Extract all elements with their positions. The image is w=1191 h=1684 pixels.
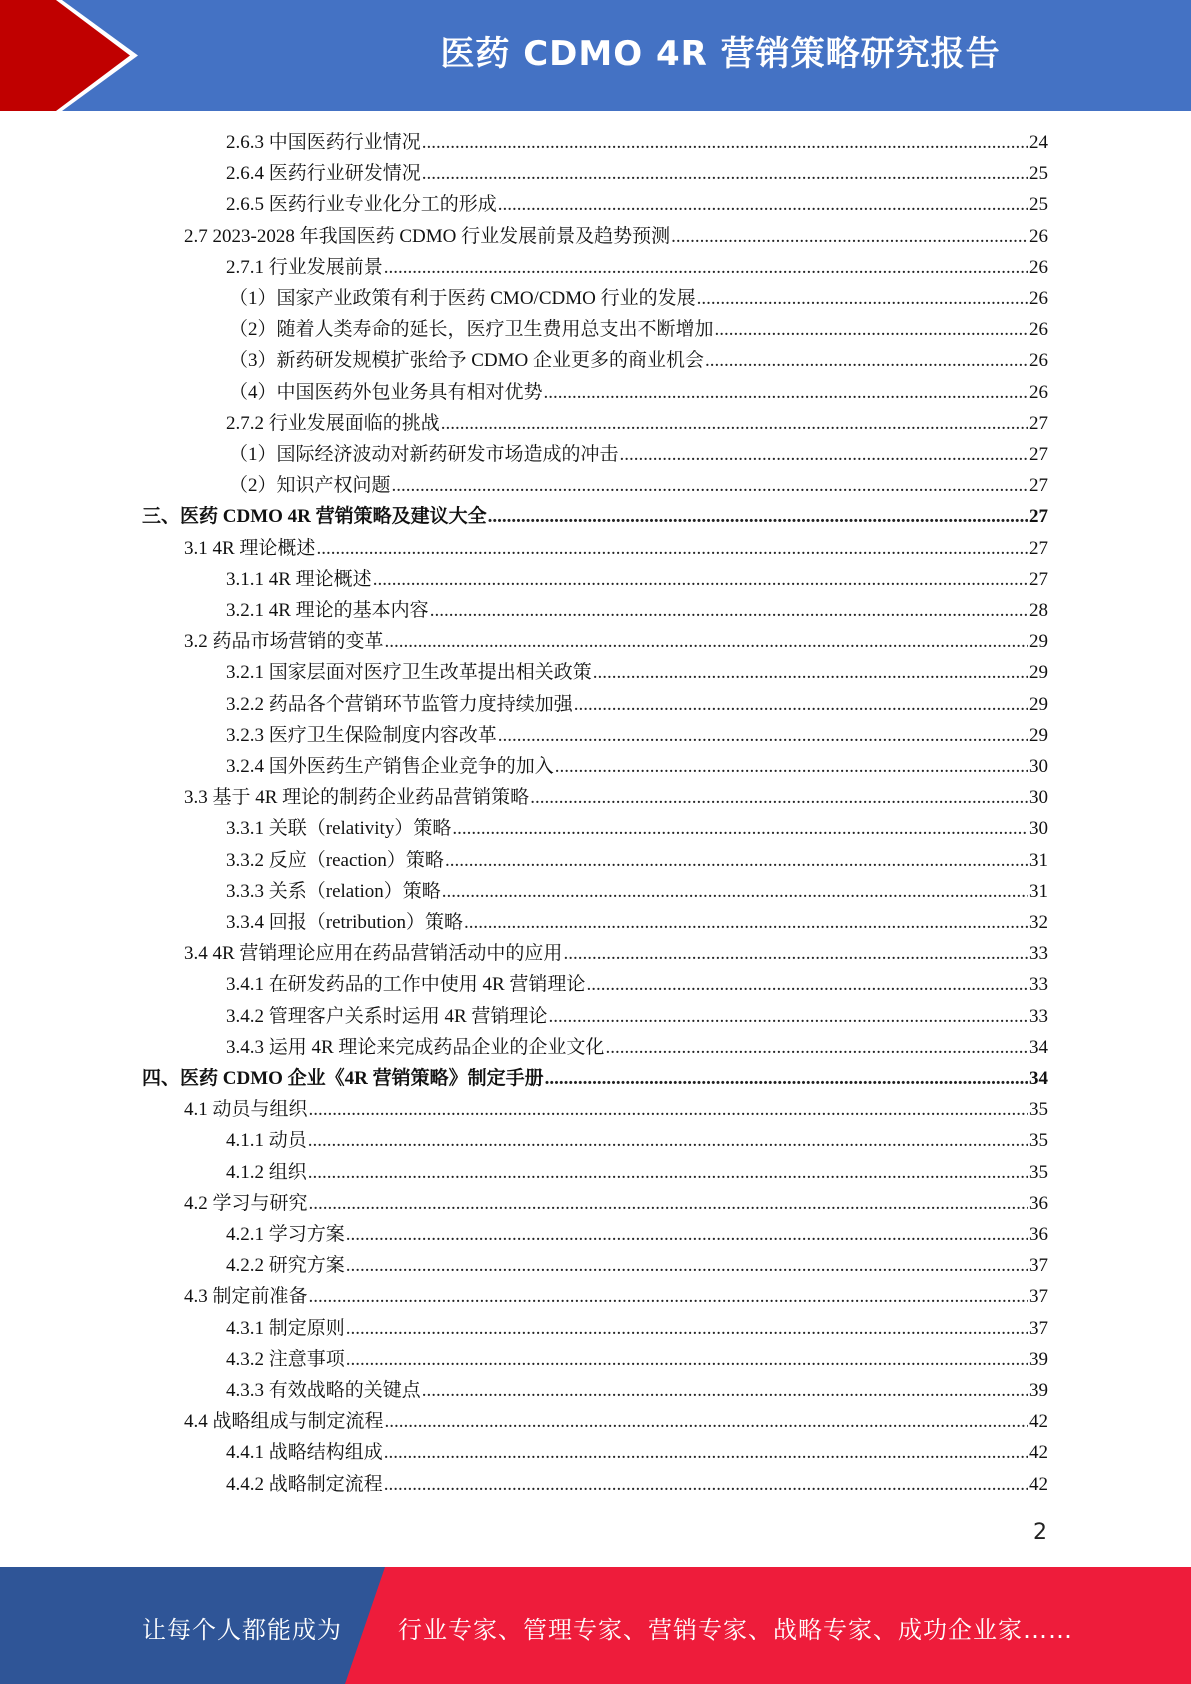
toc-entry[interactable] xyxy=(226,1250,1048,1281)
toc-entry-page: 39 xyxy=(1029,1348,1048,1370)
toc-entry-page: 33 xyxy=(1029,1005,1048,1027)
toc-entry[interactable] xyxy=(184,782,1048,813)
toc-entry[interactable] xyxy=(226,689,1048,720)
toc-leader-dots xyxy=(308,1162,1028,1184)
toc-leader-dots xyxy=(384,1474,1028,1496)
footer-slogan-left: 让每个人都能成为 xyxy=(142,1616,342,1644)
toc-entry-page: 29 xyxy=(1029,631,1048,653)
toc-leader-dots xyxy=(316,538,1028,560)
toc-entry-page: 34 xyxy=(1029,1036,1048,1058)
toc-entry-label: 3.3.1 关联（relativity）策略 xyxy=(226,818,452,840)
toc-entry-label: 4.2 学习与研究 xyxy=(184,1192,308,1214)
toc-entry-page: 25 xyxy=(1029,163,1048,185)
toc-entry[interactable] xyxy=(184,533,1048,564)
toc-entry-page: 26 xyxy=(1029,225,1048,247)
toc-entry-page: 29 xyxy=(1029,662,1048,684)
toc-entry-label: 2.7.1 行业发展前景 xyxy=(226,256,383,278)
toc-leader-dots xyxy=(530,787,1028,809)
toc-entry-page: 31 xyxy=(1029,849,1048,871)
toc-entry-label: 3.1.1 4R 理论概述 xyxy=(226,568,372,590)
toc-entry-label: 4.2.1 学习方案 xyxy=(226,1224,345,1245)
toc-entry-page: 26 xyxy=(1029,319,1048,341)
toc-entry[interactable] xyxy=(184,938,1048,969)
toc-entry-page: 27 xyxy=(1029,568,1048,590)
toc-entry-label: 3.2.3 医疗卫生保险制度内容改革 xyxy=(226,724,497,746)
toc-entry-label: 4.4.2 战略制定流程 xyxy=(226,1473,383,1495)
toc-entry-page: 33 xyxy=(1029,943,1048,965)
toc-leader-dots xyxy=(498,194,1028,216)
toc-entry[interactable] xyxy=(226,1125,1048,1156)
toc-entry[interactable] xyxy=(226,845,1048,876)
toc-entry-label: 4.3.2 注意事项 xyxy=(226,1348,345,1370)
toc-entry-page: 37 xyxy=(1029,1317,1048,1339)
toc-entry-label: 3.2.1 国家层面对医疗卫生改革提出相关政策 xyxy=(226,662,592,684)
toc-entry-page: 30 xyxy=(1029,787,1048,809)
toc-entry[interactable] xyxy=(229,470,1048,501)
toc-entry-page: 30 xyxy=(1029,756,1048,777)
toc-entry[interactable] xyxy=(229,439,1048,470)
toc-entry[interactable] xyxy=(142,1063,1048,1094)
toc-entry[interactable] xyxy=(226,657,1048,688)
toc-entry-label: （2）随着人类寿命的延长，医疗卫生费用总支出不断增加 xyxy=(229,319,714,341)
toc-entry-label: 四、医药 CDMO 企业《4R 营销策略》制定手册 xyxy=(142,1068,544,1089)
toc-entry-label: 4.2.2 研究方案 xyxy=(226,1255,345,1277)
toc-leader-dots xyxy=(422,1380,1028,1402)
toc-leader-dots xyxy=(384,1442,1028,1464)
toc-entry-page: 36 xyxy=(1029,1224,1048,1245)
header-arrow-decoration xyxy=(0,0,160,111)
toc-entry-label: 2.7 2023-2028 年我国医药 CDMO 行业发展前景及趋势预测 xyxy=(184,225,671,247)
toc-entry-page: 34 xyxy=(1029,1068,1048,1089)
toc-entry-label: 4.1 动员与组织 xyxy=(184,1099,308,1121)
toc-leader-dots xyxy=(308,1130,1028,1152)
toc-entry-page: 27 xyxy=(1029,537,1048,559)
toc-entry-label: 3.4.1 在研发药品的工作中使用 4R 营销理论 xyxy=(226,974,586,996)
toc-entry[interactable] xyxy=(226,1032,1048,1063)
toc-entry-page: 42 xyxy=(1029,1411,1048,1433)
toc-entry-label: 2.6.3 中国医药行业情况 xyxy=(226,132,421,153)
toc-entry-label: （1）国际经济波动对新药研发市场造成的冲击 xyxy=(229,444,619,465)
toc-entry-page: 31 xyxy=(1029,880,1048,902)
toc-leader-dots xyxy=(422,132,1028,154)
toc-entry-label: 3.1 4R 理论概述 xyxy=(184,537,316,559)
toc-leader-dots xyxy=(498,725,1028,747)
toc-entry[interactable] xyxy=(229,377,1048,408)
toc-entry-label: 2.6.4 医药行业研发情况 xyxy=(226,163,421,185)
toc-entry-page: 35 xyxy=(1029,1161,1048,1183)
toc-leader-dots xyxy=(593,662,1028,684)
toc-entry[interactable] xyxy=(226,1437,1048,1468)
toc-entry[interactable] xyxy=(226,252,1048,283)
toc-entry-label: 3.4 4R 营销理论应用在药品营销活动中的应用 xyxy=(184,943,563,965)
toc-leader-dots xyxy=(445,850,1028,872)
toc-entry-label: 3.3 基于 4R 理论的制药企业药品营销策略 xyxy=(184,787,530,809)
toc-entry-page: 27 xyxy=(1029,475,1048,497)
toc-entry[interactable] xyxy=(184,1281,1048,1312)
toc-entry[interactable] xyxy=(184,1094,1048,1125)
toc-leader-dots xyxy=(441,413,1028,435)
toc-leader-dots xyxy=(346,1255,1028,1277)
toc-entry-label: 4.1.1 动员 xyxy=(226,1130,307,1152)
toc-entry-label: （2）知识产权问题 xyxy=(229,475,391,497)
toc-entry-label: 4.4 战略组成与制定流程 xyxy=(184,1411,384,1433)
toc-leader-dots xyxy=(705,350,1028,372)
toc-entry[interactable] xyxy=(226,158,1048,189)
toc-leader-dots xyxy=(548,1006,1028,1028)
toc-entry-page: 42 xyxy=(1029,1473,1048,1495)
toc-entry-label: （1）国家产业政策有利于医药 CMO/CDMO 行业的发展 xyxy=(229,288,696,309)
toc-entry[interactable] xyxy=(226,408,1048,439)
toc-leader-dots xyxy=(346,1318,1028,1340)
toc-leader-dots xyxy=(605,1037,1028,1059)
toc-entry[interactable] xyxy=(226,127,1048,158)
toc-leader-dots xyxy=(464,912,1028,934)
toc-leader-dots xyxy=(620,444,1028,466)
toc-entry[interactable] xyxy=(226,1157,1048,1188)
toc-entry[interactable] xyxy=(226,720,1048,751)
toc-entry-label: 4.3 制定前准备 xyxy=(184,1286,308,1308)
toc-entry[interactable] xyxy=(226,751,1048,782)
toc-entry[interactable] xyxy=(226,1469,1048,1500)
toc-entry-label: 4.3.3 有效战略的关键点 xyxy=(226,1380,421,1401)
toc-entry[interactable] xyxy=(226,1313,1048,1344)
toc-entry-label: 3.3.4 回报（retribution）策略 xyxy=(226,912,463,933)
toc-entry-page: 28 xyxy=(1029,600,1048,621)
toc-leader-dots xyxy=(346,1224,1028,1246)
toc-leader-dots xyxy=(309,1193,1028,1215)
toc-entry-label: （3）新药研发规模扩张给予 CDMO 企业更多的商业机会 xyxy=(229,350,705,372)
toc-entry-page: 27 xyxy=(1029,506,1048,528)
toc-leader-dots xyxy=(697,288,1028,310)
toc-entry[interactable] xyxy=(229,314,1048,345)
toc-leader-dots xyxy=(392,475,1028,497)
toc-entry-label: 4.1.2 组织 xyxy=(226,1161,307,1183)
toc-leader-dots xyxy=(309,1099,1028,1121)
toc-leader-dots xyxy=(671,226,1028,248)
toc-entry[interactable] xyxy=(229,283,1048,314)
toc-leader-dots xyxy=(544,382,1028,404)
toc-entry-label: 3.3.3 关系（relation）策略 xyxy=(226,880,441,902)
toc-entry-label: 4.3.1 制定原则 xyxy=(226,1317,345,1339)
toc-entry-label: （4）中国医药外包业务具有相对优势 xyxy=(229,381,543,403)
toc-leader-dots xyxy=(385,631,1028,653)
toc-entry[interactable] xyxy=(226,1344,1048,1375)
toc-entry-page: 37 xyxy=(1029,1286,1048,1308)
toc-entry-page: 42 xyxy=(1029,1442,1048,1464)
toc-leader-dots xyxy=(430,600,1028,622)
toc-leader-dots xyxy=(715,319,1028,341)
toc-entry-page: 29 xyxy=(1029,693,1048,715)
toc-entry-label: 2.7.2 行业发展面临的挑战 xyxy=(226,412,440,434)
toc-leader-dots xyxy=(586,974,1028,996)
toc-entry-label: 3.3.2 反应（reaction）策略 xyxy=(226,849,444,871)
toc-entry-page: 25 xyxy=(1029,194,1048,216)
toc-entry-page: 30 xyxy=(1029,818,1048,840)
toc-entry-page: 27 xyxy=(1029,412,1048,434)
toc-leader-dots xyxy=(309,1286,1028,1308)
toc-leader-dots xyxy=(346,1349,1028,1371)
toc-entry-label: 3.2.1 4R 理论的基本内容 xyxy=(226,600,429,621)
toc-leader-dots xyxy=(373,569,1028,591)
document-title: 医药 CDMO 4R 营销策略研究报告 xyxy=(440,34,1001,74)
toc-leader-dots xyxy=(442,881,1028,903)
toc-entry[interactable] xyxy=(226,1375,1048,1406)
toc-entry[interactable] xyxy=(226,876,1048,907)
toc-leader-dots xyxy=(488,506,1028,528)
toc-leader-dots xyxy=(384,257,1028,279)
toc-entry-page: 39 xyxy=(1029,1380,1048,1401)
page-number: 2 xyxy=(1033,1520,1047,1545)
toc-entry-page: 26 xyxy=(1029,256,1048,278)
page-header xyxy=(0,0,1191,111)
toc-entry[interactable] xyxy=(226,189,1048,220)
toc-entry-page: 26 xyxy=(1029,381,1048,403)
toc-entry-label: 3.2 药品市场营销的变革 xyxy=(184,631,384,653)
toc-entry[interactable] xyxy=(184,1188,1048,1219)
toc-entry-page: 26 xyxy=(1029,288,1048,309)
toc-leader-dots xyxy=(555,756,1028,778)
toc-entry[interactable] xyxy=(226,813,1048,844)
toc-entry-label: 3.2.2 药品各个营销环节监管力度持续加强 xyxy=(226,693,573,715)
toc-entry-page: 35 xyxy=(1029,1099,1048,1121)
toc-entry[interactable] xyxy=(226,595,1048,626)
toc-entry-label: 3.2.4 国外医药生产销售企业竞争的加入 xyxy=(226,756,554,777)
toc-entry-label: 三、医药 CDMO 4R 营销策略及建议大全 xyxy=(142,506,487,528)
toc-entry-page: 32 xyxy=(1029,912,1048,933)
toc-leader-dots xyxy=(545,1068,1028,1090)
toc-entry-label: 3.4.2 管理客户关系时运用 4R 营销理论 xyxy=(226,1005,548,1027)
toc-leader-dots xyxy=(574,694,1028,716)
toc-entry-page: 37 xyxy=(1029,1255,1048,1277)
toc-entry[interactable] xyxy=(226,969,1048,1000)
toc-entry[interactable] xyxy=(226,907,1048,938)
toc-entry-label: 3.4.3 运用 4R 理论来完成药品企业的企业文化 xyxy=(226,1036,605,1058)
toc-leader-dots xyxy=(563,943,1028,965)
toc-leader-dots xyxy=(422,163,1028,185)
toc-entry-page: 29 xyxy=(1029,724,1048,746)
toc-entry-page: 26 xyxy=(1029,350,1048,372)
toc-entry[interactable] xyxy=(226,564,1048,595)
toc-entry-page: 27 xyxy=(1029,444,1048,465)
toc-entry-page: 35 xyxy=(1029,1130,1048,1152)
toc-entry-page: 24 xyxy=(1029,132,1048,153)
toc-entry[interactable] xyxy=(142,501,1048,532)
toc-entry[interactable] xyxy=(184,626,1048,657)
toc-entry-page: 33 xyxy=(1029,974,1048,996)
toc-entry-label: 4.4.1 战略结构组成 xyxy=(226,1442,383,1464)
toc-entry[interactable] xyxy=(226,1219,1048,1250)
toc-entry-label: 2.6.5 医药行业专业化分工的形成 xyxy=(226,194,497,216)
toc-entry-page: 36 xyxy=(1029,1192,1048,1214)
toc-entry[interactable] xyxy=(229,345,1048,376)
toc-entry[interactable] xyxy=(184,221,1048,252)
toc-entry[interactable] xyxy=(184,1406,1048,1437)
footer-slogan-right: 行业专家、管理专家、营销专家、战略专家、成功企业家…… xyxy=(398,1616,1073,1644)
toc-leader-dots xyxy=(452,818,1028,840)
toc-leader-dots xyxy=(385,1411,1028,1433)
toc-entry[interactable] xyxy=(226,1001,1048,1032)
